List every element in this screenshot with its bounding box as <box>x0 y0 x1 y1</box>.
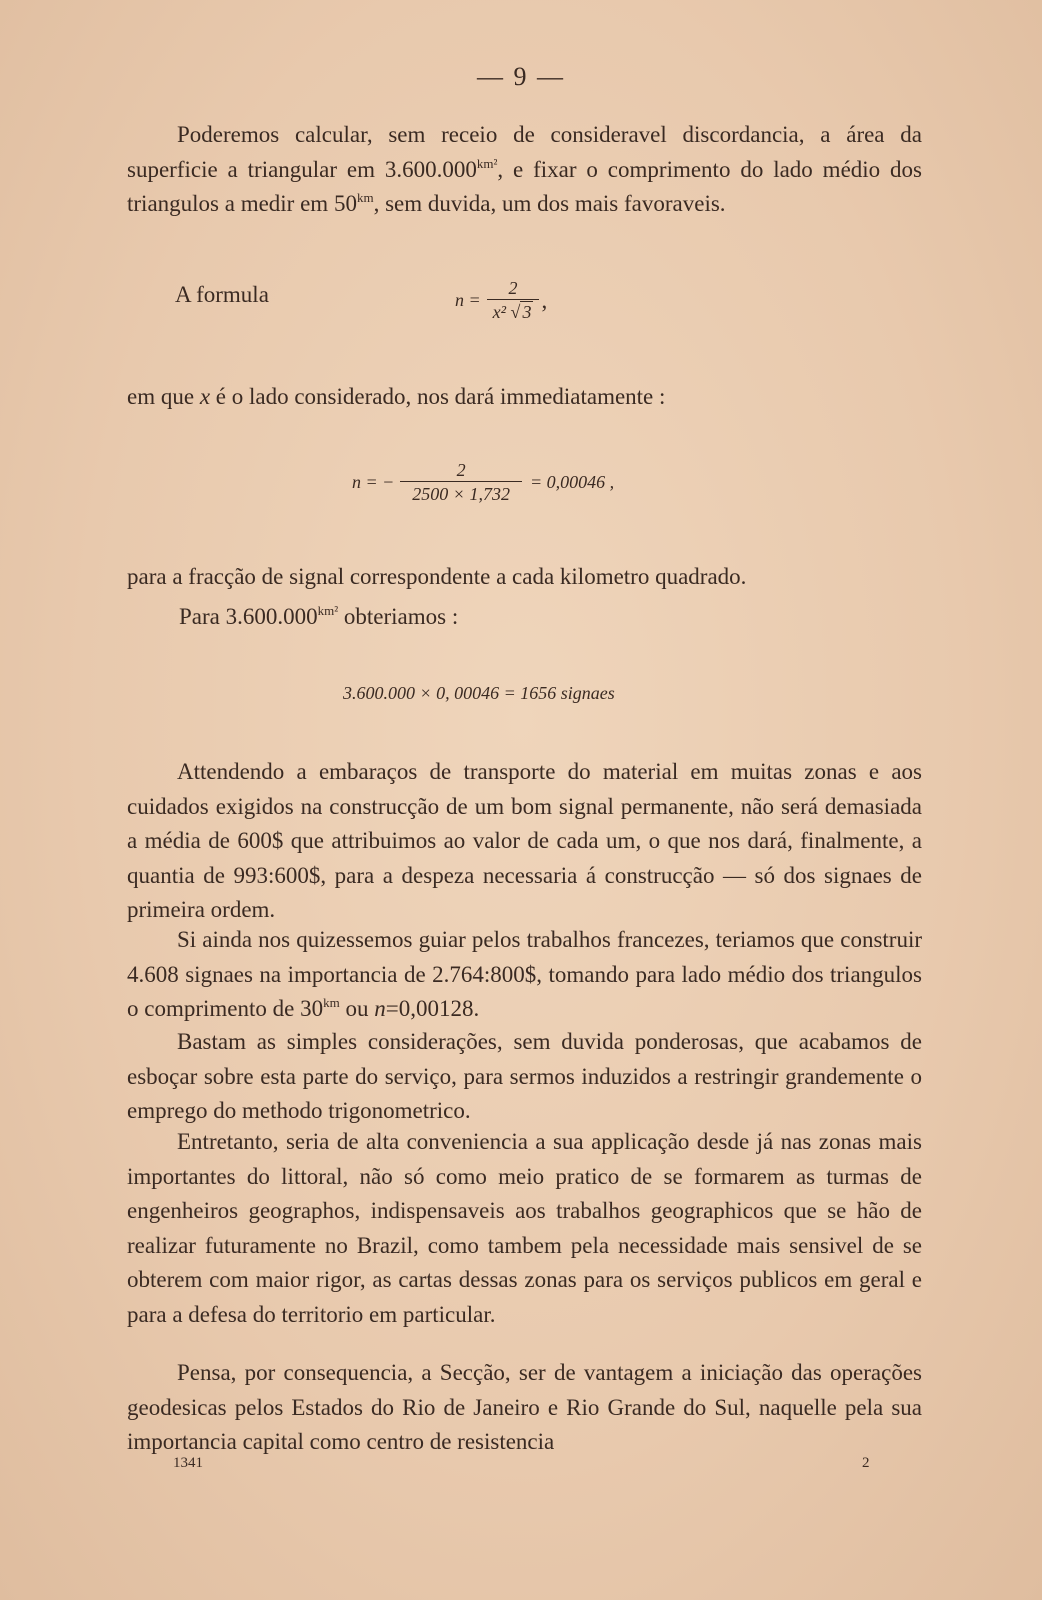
paragraph-4-text: Bastam as simples considerações, sem duvida ponderosas, que acabamos de esboçar sobre esta parte do serviço, para sermos induzidos a restringir grandemente o emprego do methodo trigonometrico. <box>127 1029 922 1123</box>
paragraph-3-text-b: ou <box>339 996 375 1021</box>
formula-1-fraction <box>487 278 540 323</box>
paragraph-4 <box>127 1025 922 1129</box>
formula-2-numerator: 2 <box>456 460 466 480</box>
unit-sup: km <box>323 995 340 1010</box>
paragraph-3-text-c: =0,00128. <box>385 996 480 1021</box>
line-em-que-a: em que <box>127 384 200 409</box>
formula-2-rhs: = 0,00046 , <box>529 472 615 492</box>
paragraph-1-text-a: Poderemos calcular, sem receio de consideravel discordancia, a área da superficie a triangular em 3.600.000 <box>127 122 922 182</box>
formula-1-den-var: x² <box>492 302 507 322</box>
sqrt-icon: √ <box>510 302 521 322</box>
formula-1-label: A formula <box>175 282 269 307</box>
paragraph-2-text: Attendendo a embaraços de transporte do material em muitas zonas e aos cuidados exigidos na construcção de um bom signal permanente, não será demasiada a média de 600$ que attribuimos ao valor de cada um, o que nos dará, finalmente, a quantia de 993:600$, para a despeza necessaria á construcção — só dos signaes de primeira ordem. <box>127 759 922 922</box>
paragraph-5-text: Entretanto, seria de alta conveniencia a sua applicação desde já nas zonas mais importantes do littoral, não só como meio pratico de se formarem as turmas de engenheiros geographos, indispensaveis aos trabalhos geographicos que se hão de realizar futuramente no Brazil, como tambem pela necessidade mais sensivel de se obterem com maior rigor, as cartas dessas zonas para os serviços publicos em geral e para a defesa do territorio em particular. <box>127 1129 922 1327</box>
paragraph-3-text-a: Si ainda nos quizessemos guiar pelos trabalhos francezes, teriamos que construir 4.608 signaes na importancia de 2.764:800$, tomando para lado médio dos triangulos o comprimento de 30 <box>127 927 922 1021</box>
line-em-que <box>127 380 922 415</box>
line-para-a: Para 3.600.000 <box>179 604 318 629</box>
formula-2 <box>352 460 614 505</box>
formula-1-numerator: 2 <box>508 278 518 298</box>
unit-sup: km² <box>317 603 339 618</box>
formula-3: 3.600.000 × 0, 00046 = 1656 signaes <box>343 683 615 703</box>
formula-2-denominator: 2500 × 1,732 <box>400 481 522 505</box>
paragraph-6-text: Pensa, por consequencia, a Secção, ser de vantagem a iniciação das operações geodesicas pelos Estados do Rio de Janeiro e Rio Grande do Sul, naquelle pela sua importancia capital como centro de resistencia <box>127 1360 922 1454</box>
paragraph-1 <box>127 118 922 222</box>
footer-signature-number: 1341 <box>173 1455 203 1471</box>
paragraph-5 <box>127 1125 922 1332</box>
paragraph-1-text-b: , e fixar o comprimento do lado médio dos triangulos a medir em 50 <box>127 156 922 216</box>
variable-n: n <box>374 996 386 1021</box>
line-para <box>127 600 922 635</box>
formula-1-lhs: n = <box>455 290 481 310</box>
footer-sheet-number: 2 <box>862 1455 870 1471</box>
variable-x: x <box>199 384 211 409</box>
formula-2-fraction <box>400 460 522 505</box>
unit-sup: km <box>356 190 374 205</box>
paragraph-6 <box>127 1356 922 1460</box>
page-number: — 9 — <box>477 62 565 91</box>
paragraph-2 <box>127 755 922 928</box>
formula-2-lhs: n = − <box>352 472 395 492</box>
formula-1-radicand: 3 <box>522 302 532 322</box>
paragraph-1-text-c: , sem duvida, um dos mais favoraveis. <box>373 191 726 216</box>
formula-1-denominator <box>487 299 540 323</box>
line-em-que-b: é o lado considerado, nos dará immediatamente : <box>210 384 666 409</box>
formula-1-trailing: , <box>541 287 548 313</box>
line-para-b: obteriamos : <box>338 604 459 629</box>
unit-sup: km² <box>476 155 498 171</box>
formula-1 <box>455 278 547 323</box>
line-fraccao: para a fracção de signal correspondente a cada kilometro quadrado. <box>127 564 747 589</box>
paragraph-3 <box>127 923 922 1027</box>
